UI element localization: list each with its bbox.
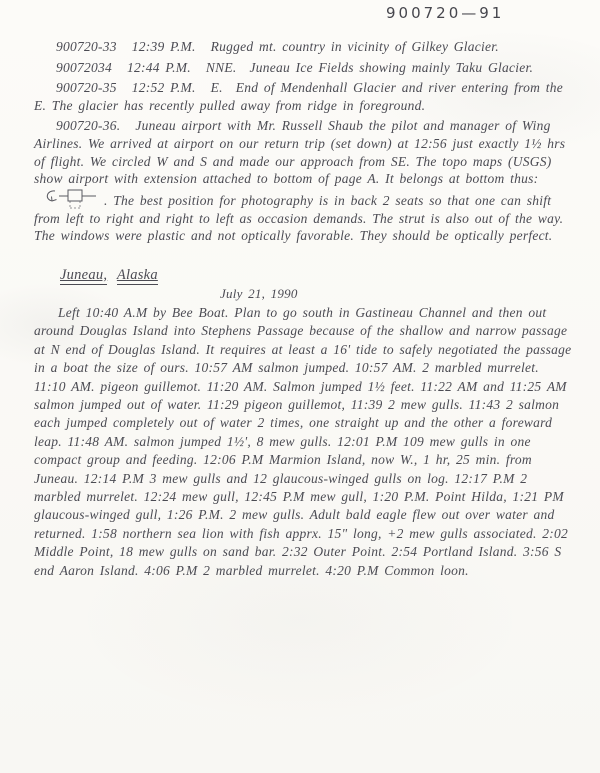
journal-location-heading — [60, 265, 576, 285]
photo-entry-direction: NNE. — [205, 59, 237, 75]
journal-location-word: Alaska — [116, 266, 158, 283]
photo-entry — [34, 79, 576, 114]
journal-body-text: Left 10:40 A.M by Bee Boat. Plan to go south in Gastineau Channel and then out around Douglas Island into Stephens Passage because of the shallow and narrow passage at N end of Douglas Island. It requires at least a 16' tide to safely negotiated the passage in a boat the size of ours. 10:57 AM salmon jumped. 10:57 AM. 2 marbled murrelet. 11:10 AM. pigeon guillemot. 11:20 AM. Salmon jumped 1½ feet. 11:22 AM and 11:25 AM salmon jumped out of water. 11:29 pigeon guillemot, 11:39 2 mew gulls. 11:43 2 salmon each jumped completely out of water 2 times, one straight up and the other a foreward leap. 11:48 AM. salmon jumped 1½', 8 mew gulls. 12:01 P.M 109 mew gulls in one compact group and feeding. 12:06 P.M Marmion Island, now W., 1 hr, 25 min. from Juneau. 12:14 P.M 3 mew gulls and 12 glaucous-winged gulls on log. 12:17 P.M 2 marbled murrelet. 12:24 mew gull, 12:45 P.M mew gull, 1:20 P.M. Point Hilda, 1:21 PM glaucous-winged gull, 1:26 P.M. 2 mew gulls. Adult bald eagle flew out over water and returned. 1:58 northern sea lion with fish apprx. 15" long, +2 mew gulls associated. 2:02 Middle Point, 18 mew gulls on sand bar. 2:32 Outer Point. 2:54 Portland Island. 3:56 S end Aaron Island. 4:06 P.M 2 marbled murrelet. 4:20 P.M Common loon. — [34, 304, 572, 578]
photo-entry — [34, 38, 576, 56]
page-extension-sketch-icon — [40, 188, 98, 210]
page-header-number: 900720—91 — [386, 4, 505, 22]
photo-entry-id: 900720-35 — [56, 80, 117, 96]
photo-entry-id: 90072034 — [56, 59, 112, 75]
photo-entry-text: Rugged mt. country in vicinity of Gilkey Glacier. — [210, 39, 499, 54]
photo-entry-time: 12:44 P.M. — [127, 59, 191, 75]
journal-location-word: Juneau, — [60, 266, 108, 283]
photo-entry-text: End of Mendenhall Glacier and river entering from the E. The glacier has recently pulled away from ridge in foreground. — [34, 80, 563, 113]
photo-entry — [34, 117, 576, 245]
photo-entry-id: 900720-33 — [56, 39, 117, 54]
photo-entry-direction: E. — [210, 80, 223, 96]
photo-log-section — [34, 38, 576, 245]
photo-entry — [34, 59, 576, 77]
journal-section — [34, 265, 576, 580]
photo-entry-text: Juneau airport with Mr. Russell Shaub the pilot and manager of Wing Airlines. We arrived at airport on our return trip (set down) at 12:56 just exactly 1½ hrs of flight. We circled W and S and made our approach from SE. The topo maps (USGS) show airport with extension attached to bottom of page A. It belongs at bottom thus: — [34, 118, 566, 187]
photo-entry-time: 12:52 P.M. — [131, 80, 196, 96]
photo-entry-text: . The best position for photography is in back 2 seats so that one can shift from left to right and right to left as occasion demands. The strut is also out of the way. The windows were plastic and not optically favorable. They should be optically perfect. — [34, 192, 564, 244]
photo-entry-text: Juneau Ice Fields showing mainly Taku Glacier. — [249, 59, 534, 75]
photo-entry-id: 900720-36. — [56, 118, 121, 134]
photo-entry-time: 12:39 P.M. — [131, 39, 196, 54]
journal-date-heading: July 21, 1990 — [220, 285, 298, 301]
